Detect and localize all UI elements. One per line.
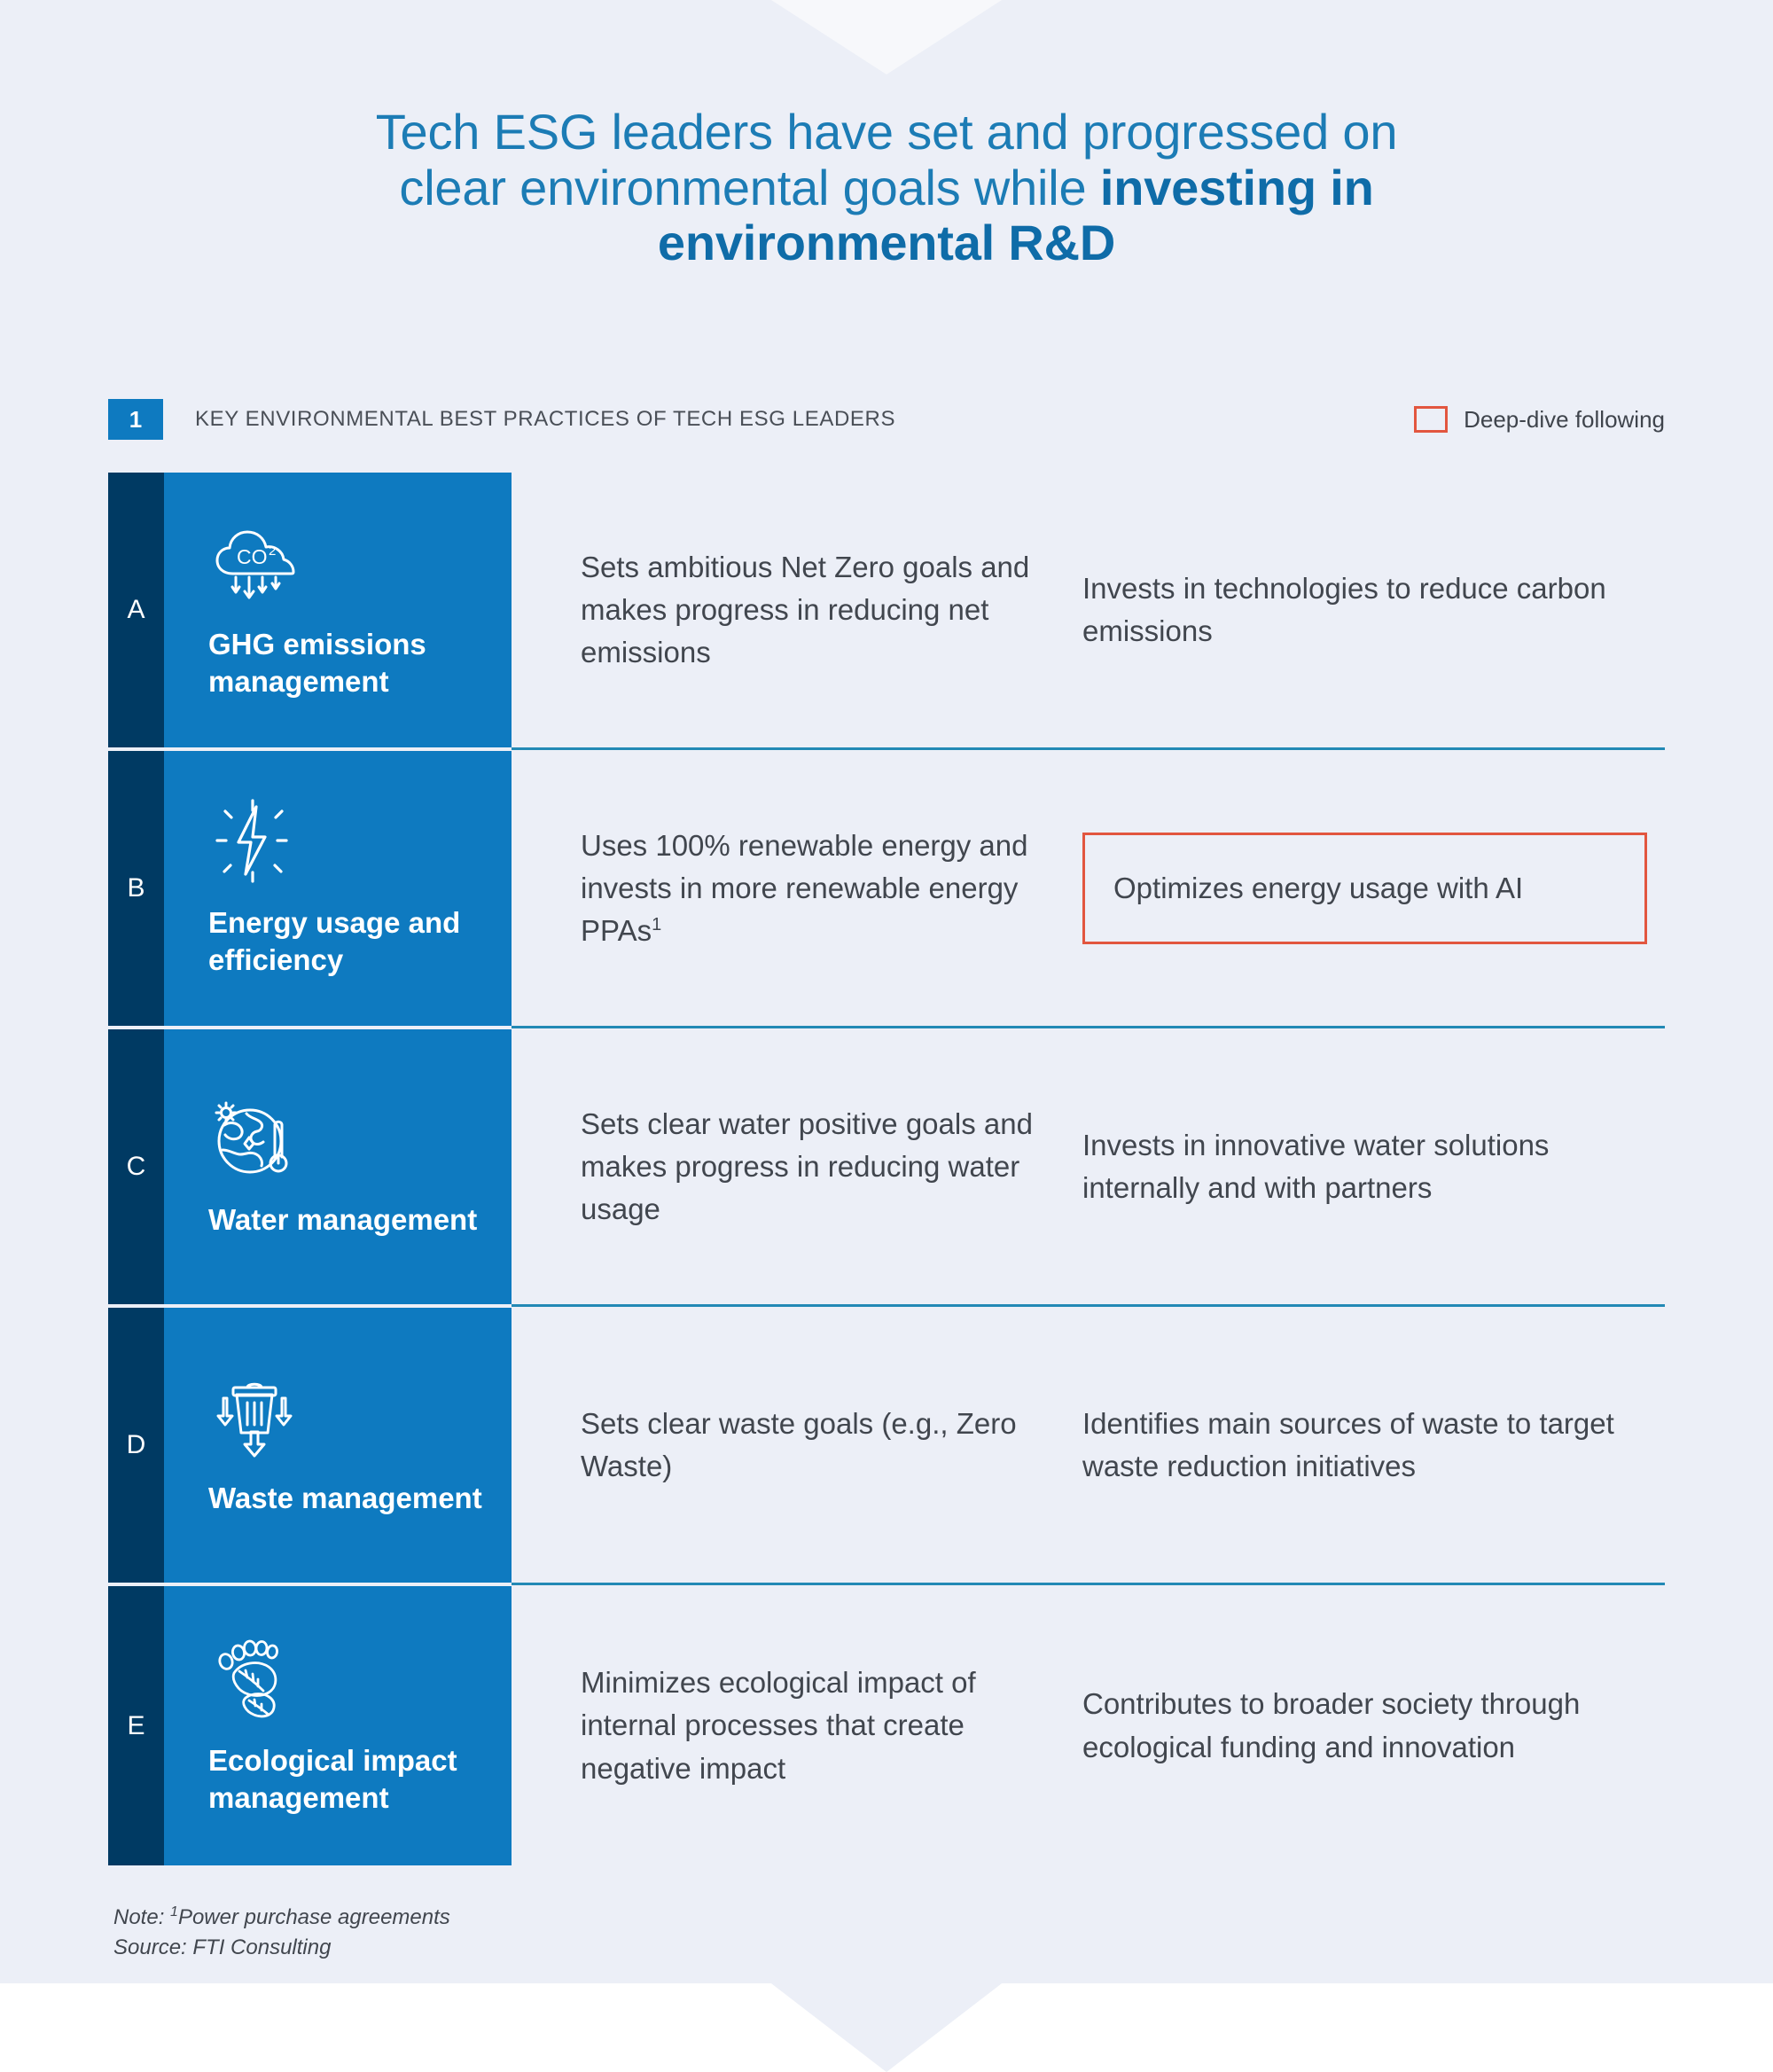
deep-dive-highlight-box <box>1082 833 1647 944</box>
row-category-b <box>164 751 512 1026</box>
top-chevron-decoration <box>0 0 1773 74</box>
svg-text:2: 2 <box>269 543 277 559</box>
row-letter-b: B <box>108 751 164 1026</box>
row-letter-d: D <box>108 1308 164 1583</box>
row-category-d <box>164 1308 512 1583</box>
row-letter-e: E <box>108 1586 164 1865</box>
title-line-3 <box>297 215 1476 271</box>
row-desc-col1-text-d: Sets clear waste goals (e.g., Zero Waste) <box>581 1406 1017 1482</box>
row-category-label-e: Ecological impact management <box>208 1743 457 1814</box>
row-desc-col2-text-a: Invests in technologies to reduce carbon emissions <box>1082 571 1606 647</box>
exhibit-number-badge: 1 <box>108 399 163 440</box>
table-row <box>108 751 1665 1029</box>
legend-label: Deep-dive following <box>1464 405 1665 433</box>
exhibit-header <box>108 399 1665 440</box>
eco-footprint-icon <box>208 1636 512 1721</box>
footnote-note <box>113 1903 450 1933</box>
footnote-note-text: Power purchase agreements <box>177 1905 450 1929</box>
row-desc-col1-e <box>512 1586 1082 1865</box>
footnote-note-prefix: Note: <box>113 1905 171 1929</box>
row-desc-col1-main-b: Uses 100% renewable energy and invests in more renewable energy PPAs <box>581 828 1028 948</box>
title-line-2 <box>297 160 1476 216</box>
footnote-source: Source: FTI Consulting <box>113 1935 332 1960</box>
row-category-label-c: Water management <box>208 1203 478 1237</box>
row-category-label-d: Waste management <box>208 1482 482 1515</box>
globe-thermometer-icon <box>208 1095 512 1180</box>
row-letter-c: C <box>108 1029 164 1304</box>
row-desc-col2-c <box>1082 1029 1665 1304</box>
title-line-2-plain: clear environmental goals while <box>399 159 1100 215</box>
table-row <box>108 473 1665 751</box>
row-desc-col2-text-e: Contributes to broader society through ecological funding and innovation <box>1082 1687 1581 1763</box>
row-desc-col2-a <box>1082 473 1665 747</box>
title-line-3-bold: environmental R&D <box>657 215 1116 271</box>
row-category-e <box>164 1586 512 1865</box>
row-desc-col1-text-a: Sets ambitious Net Zero goals and makes progress in reducing net emissions <box>581 550 1030 669</box>
row-desc-col2-text-c: Invests in innovative water solutions internally and with partners <box>1082 1128 1550 1204</box>
row-desc-col1-a <box>512 473 1082 747</box>
footnote-block <box>113 1903 450 1963</box>
legend <box>1414 399 1665 440</box>
deep-dive-swatch-icon <box>1414 406 1448 433</box>
bottom-chevron-decoration <box>0 1983 1773 2072</box>
row-desc-col1-text-b <box>581 825 1047 953</box>
footnote-note-sup: 1 <box>170 1904 178 1920</box>
row-category-a <box>164 473 512 747</box>
footnote-marker: 1 <box>652 915 662 935</box>
waste-bin-icon <box>208 1373 512 1458</box>
row-category-label-a: GHG emissions management <box>208 628 426 698</box>
row-desc-col1-c <box>512 1029 1082 1304</box>
row-desc-col2-text-b: Optimizes energy usage with AI <box>1113 871 1524 904</box>
exhibit-heading: KEY ENVIRONMENTAL BEST PRACTICES OF TECH ESG LEADERS <box>195 407 896 431</box>
row-desc-col1-text-c: Sets clear water positive goals and makes progress in reducing water usage <box>581 1106 1033 1226</box>
energy-bolt-icon <box>208 798 512 883</box>
page-title <box>297 105 1476 271</box>
table-row <box>108 1586 1665 1869</box>
svg-text:CO: CO <box>237 545 268 569</box>
best-practices-matrix <box>108 473 1665 1869</box>
table-row <box>108 1308 1665 1586</box>
row-desc-col2-e <box>1082 1586 1665 1865</box>
row-desc-col2-text-d: Identifies main sources of waste to target waste reduction initiatives <box>1082 1406 1614 1482</box>
row-letter-a: A <box>108 473 164 747</box>
title-line-1: Tech ESG leaders have set and progressed on <box>375 104 1398 160</box>
row-desc-col2-b <box>1082 751 1665 1026</box>
row-desc-col1-text-e: Minimizes ecological impact of internal processes that create negative impact <box>581 1666 976 1785</box>
row-desc-col1-d <box>512 1308 1082 1583</box>
row-desc-col2-d <box>1082 1308 1665 1583</box>
row-desc-col1-b <box>512 751 1082 1026</box>
row-category-c <box>164 1029 512 1304</box>
co2-cloud-icon <box>208 520 512 605</box>
row-category-label-b: Energy usage and efficiency <box>208 906 461 976</box>
table-row <box>108 1029 1665 1308</box>
title-line-2-bold: investing in <box>1099 159 1374 215</box>
